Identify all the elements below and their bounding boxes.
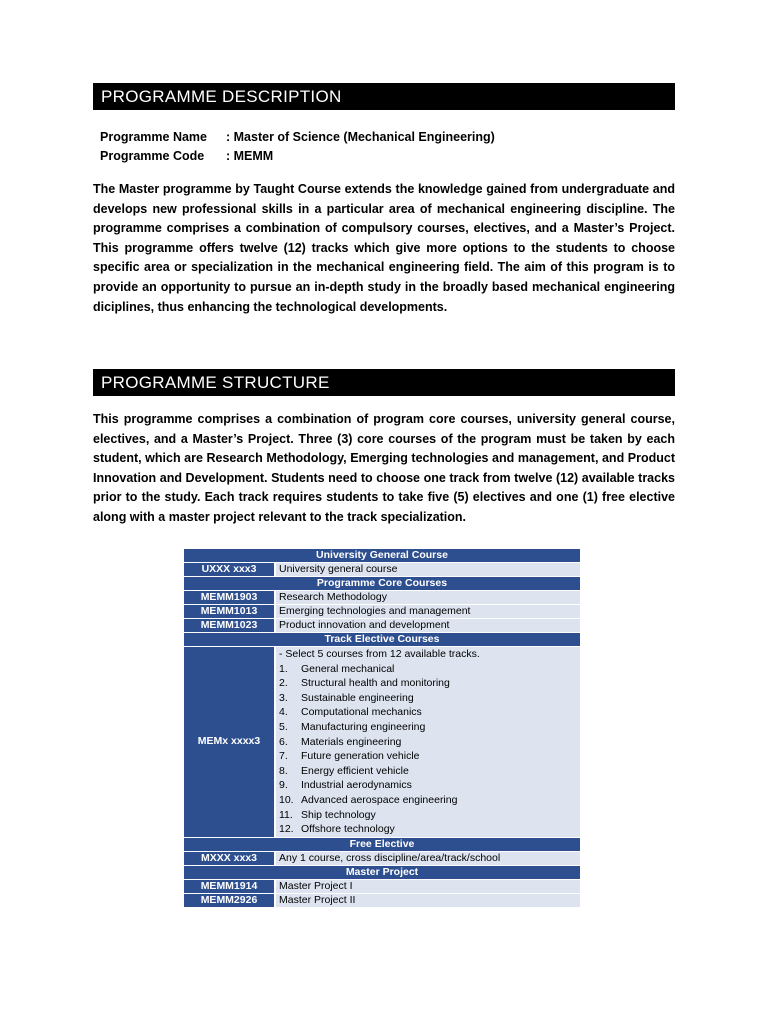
course-name: University general course bbox=[276, 563, 580, 576]
list-item: 11. Ship technology bbox=[279, 808, 376, 821]
table-row bbox=[184, 619, 580, 632]
programme-code-value: : MEMM bbox=[226, 149, 274, 163]
table-row bbox=[184, 852, 580, 865]
programme-structure-heading: PROGRAMME STRUCTURE bbox=[93, 369, 675, 396]
list-item: 12. Offshore technology bbox=[279, 823, 395, 836]
track-list bbox=[276, 647, 580, 837]
list-item: 8. Energy efficient vehicle bbox=[279, 764, 409, 777]
table-row bbox=[184, 605, 580, 618]
course-name: Product innovation and development bbox=[276, 619, 580, 632]
course-code: MEMM1013 bbox=[184, 605, 276, 618]
course-code: MEMM2926 bbox=[184, 894, 276, 907]
master-project-header: Master Project bbox=[184, 866, 580, 879]
track-intro: - Select 5 courses from 12 available tracks. bbox=[279, 648, 480, 660]
table-row bbox=[184, 563, 580, 576]
course-name: Emerging technologies and management bbox=[276, 605, 580, 618]
course-code: UXXX xxx3 bbox=[184, 563, 276, 576]
free-elective-header: Free Elective bbox=[184, 838, 580, 851]
table-row bbox=[184, 591, 580, 604]
course-code: MEMM1903 bbox=[184, 591, 276, 604]
course-name: Research Methodology bbox=[276, 591, 580, 604]
programme-code-row bbox=[100, 147, 273, 166]
list-item: 3. Sustainable engineering bbox=[279, 691, 414, 704]
track-header: Track Elective Courses bbox=[184, 633, 580, 646]
core-header: Programme Core Courses bbox=[184, 577, 580, 590]
course-code: MEMM1023 bbox=[184, 619, 276, 632]
list-item: 1. General mechanical bbox=[279, 662, 395, 675]
list-item: 10. Advanced aerospace engineering bbox=[279, 793, 458, 806]
ugc-header: University General Course bbox=[184, 549, 580, 562]
programme-name-row bbox=[100, 128, 495, 147]
course-table bbox=[184, 548, 580, 908]
course-name: Master Project I bbox=[276, 880, 580, 893]
programme-code-label: Programme Code bbox=[100, 149, 205, 163]
course-code: MXXX xxx3 bbox=[184, 852, 276, 865]
course-name: Any 1 course, cross discipline/area/track/school bbox=[276, 852, 580, 865]
list-item: 6. Materials engineering bbox=[279, 735, 402, 748]
list-item: 5. Manufacturing engineering bbox=[279, 720, 426, 733]
structure-paragraph: This programme comprises a combination of program core courses, university general course, electives, and a Master’s Project. Three (3) core courses of the program must be taken by each student, which are Research Methodology, Emerging technologies and management, and Product Innovation and Development. Students need to choose one track from twelve (12) available tracks prior to the study. Each track requires students to take five (5) electives and one (1) free elective along with a master project relevant to the track specialization. bbox=[93, 412, 675, 524]
programme-name-label: Programme Name bbox=[100, 130, 207, 144]
description-paragraph: The Master programme by Taught Course extends the knowledge gained from undergraduate and develops new professional skills in a particular area of mechanical engineering discipline. The programme comprises a combination of compulsory courses, electives, and a Master’s Project. This programme offers twelve (12) tracks which give more options to the students to choose specific area or specialization in the mechanical engineering field. The aim of this program is to provide an opportunity to pursue an in-depth study in the broadly based mechanical engineering diciplines, thus enhancing the technological developments. bbox=[93, 182, 675, 314]
table-row bbox=[184, 894, 580, 907]
track-code: MEMx xxxx3 bbox=[184, 647, 276, 837]
table-row bbox=[184, 880, 580, 893]
list-item: 4. Computational mechanics bbox=[279, 706, 422, 719]
list-item: 7. Future generation vehicle bbox=[279, 750, 420, 763]
course-name: Master Project II bbox=[276, 894, 580, 907]
programme-name-value: : Master of Science (Mechanical Engineering) bbox=[226, 130, 495, 144]
list-item: 9. Industrial aerodynamics bbox=[279, 779, 412, 792]
table-row bbox=[184, 647, 580, 837]
list-item: 2. Structural health and monitoring bbox=[279, 677, 450, 690]
course-code: MEMM1914 bbox=[184, 880, 276, 893]
programme-description-heading: PROGRAMME DESCRIPTION bbox=[93, 83, 675, 110]
